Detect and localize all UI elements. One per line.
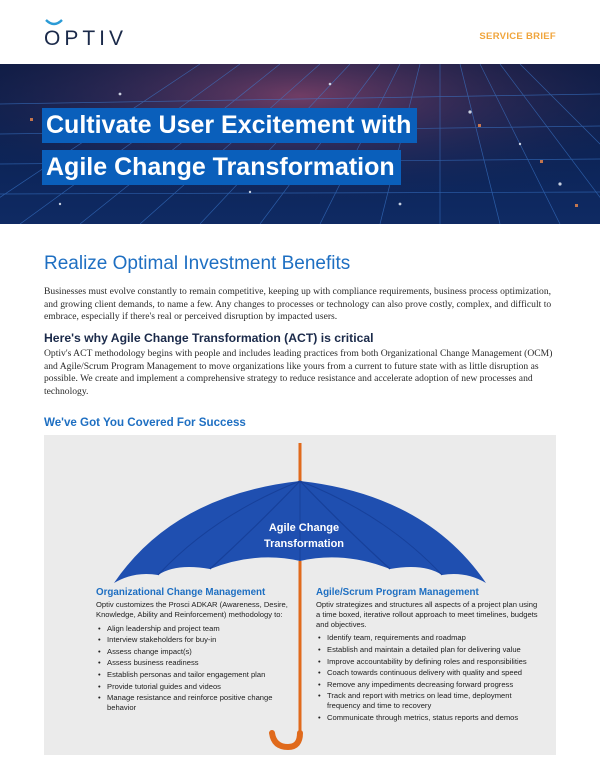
section-heading-why-act: Here's why Agile Change Transformation (ACT) is critical [44,331,374,345]
service-brief-label: SERVICE BRIEF [479,31,556,42]
umbrella-label-line2: Transformation [263,538,345,550]
agile-description: Optiv strategizes and structures all aspects of a project plan using a time boxed, iterative rollout approach to meet timelines, budgets and objectives. [316,600,538,629]
umbrella-infographic [44,435,556,755]
ocm-description: Optiv customizes the Prosci ADKAR (Awareness, Desire, Knowledge, Ability and Reinforcement) methodology to: [96,600,288,619]
hero-banner [0,64,600,224]
list-item: • Provide tutorial guides and videos [96,682,301,692]
list-item: • Interview stakeholders for buy-in [96,635,301,645]
logo-wordmark: OPTIV [44,27,128,50]
benefits-paragraph: Businesses must evolve constantly to remain competitive, keeping up with compliance requirements, business process optimization, and growing client demands, to name a few. Any changes to processes or technology can also prove costly, complex, and difficult to embrace, especially if there's real or perceived disruption by impacted users. [44,286,552,323]
section-heading-covered: We've Got You Covered For Success [44,416,246,429]
act-paragraph: Optiv's ACT methodology begins with people and includes leading practices from both Organizational Change Management (OCM) and Agile/Scrum Program Management to move organizations like yours from a current to future state with as little disruption as possible. We create and implement a comprehensive strategy to reduce resistance and accelerate adoption of new processes and technology. [44,348,553,397]
list-item: • Align leadership and project team [96,624,301,634]
list-item: • Coach towards continuous delivery with quality and speed [316,668,541,678]
ocm-column [96,587,301,715]
list-item: • Assess business readiness [96,658,301,668]
list-item: • Identify team, requirements and roadmap [316,633,541,643]
agile-list [316,633,541,722]
section-heading-benefits: Realize Optimal Investment Benefits [44,253,351,274]
hero-background-graphic [0,64,600,224]
list-item: • Manage resistance and reinforce positive change behavior [96,693,301,713]
agile-column [316,587,541,724]
list-item: • Track and report with metrics on lead time, deployment frequency and time to recovery [316,691,541,711]
list-item: • Establish personas and tailor engagement plan [96,670,301,680]
ocm-list [96,624,301,713]
hero-title-line2: Agile Change Transformation [42,150,401,185]
hero-title-line1: Cultivate User Excitement with [42,108,417,143]
list-item: • Improve accountability by defining roles and responsibilities [316,657,541,667]
list-item: • Establish and maintain a detailed plan for delivering value [316,645,541,655]
umbrella-label [249,520,359,552]
ocm-heading: Organizational Change Management [96,587,266,598]
agile-heading: Agile/Scrum Program Management [316,587,479,598]
optiv-logo [44,18,128,54]
list-item: • Assess change impact(s) [96,647,301,657]
umbrella-label-line1: Agile Change [268,522,340,534]
list-item: • Communicate through metrics, status reports and demos [316,713,541,723]
list-item: • Remove any impediments decreasing forward progress [316,680,541,690]
